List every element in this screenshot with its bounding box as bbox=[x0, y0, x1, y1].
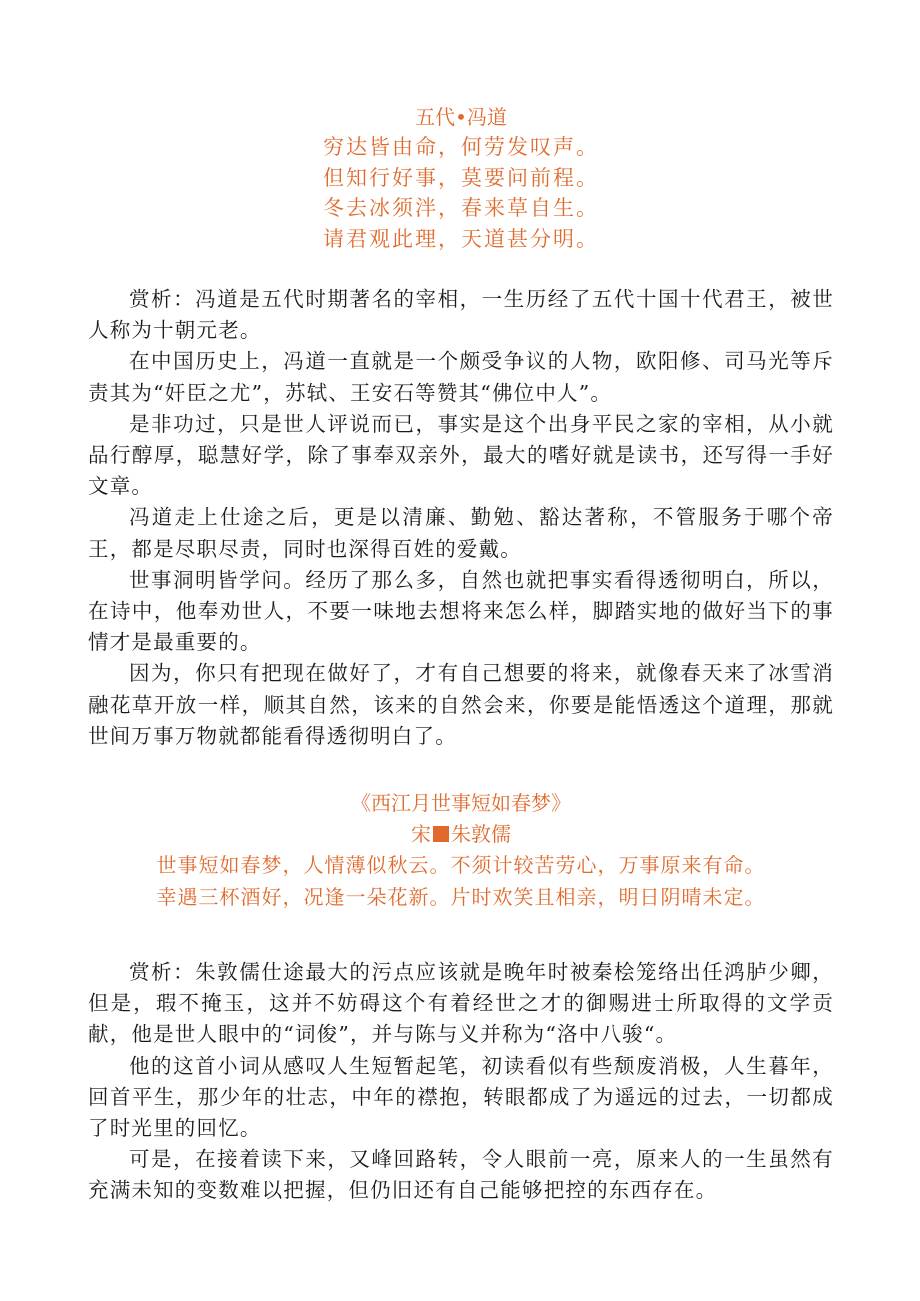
poem-feng-dao bbox=[88, 102, 834, 254]
poem-title: 五代•冯道 bbox=[415, 105, 507, 129]
paragraph: 冯道走上仕途之后，更是以清廉、勤勉、豁达著称，不管服务于哪个帝王，都是尽职尽责，同时也深得百姓的爱戴。 bbox=[88, 505, 834, 561]
paragraph: 因为，你只有把现在做好了，才有自己想要的将来，就像春天来了冰雪消融花草开放一样，顺其自然，该来的自然会来，你要是能悟透这个道理，那就世间万事万物就都能看得透彻明白了。 bbox=[88, 661, 834, 748]
paragraph: 赏析：朱敦儒仕途最大的污点应该就是晚年时被秦桧笼络出任鸿胪少卿，但是，瑕不掩玉，这并不妨碍这个有着经世之才的御赐进士所取得的文学贡献，他是世人眼中的“词俊”，并与陈与义并称为“洛中八骏“。 bbox=[88, 960, 834, 1047]
paragraph: 他的这首小词从感叹人生短暂起笔，初读看似有些颓废消极，人生暮年，回首平生，那少年的壮志，中年的襟抱，转眼都成了为遥远的过去，一切都成了时光里的回忆。 bbox=[88, 1053, 834, 1141]
poem-xi-jiang-yue bbox=[88, 788, 834, 913]
poem-author bbox=[88, 819, 834, 850]
paragraph: 世事洞明皆学问。经历了那么多，自然也就把事实看得透彻明白，所以，在诗中，他奉劝世人，不要一味地去想将来怎么样，脚踏实地的做好当下的事情才是最重要的。 bbox=[88, 567, 834, 655]
poem-line: 但知行好事，莫要问前程。 bbox=[323, 165, 599, 190]
poem-line: 请君观此理，天道甚分明。 bbox=[323, 226, 599, 251]
author-name: 朱敦儒 bbox=[451, 822, 511, 847]
poem-line: 冬去冰须泮，春来草自生。 bbox=[323, 196, 599, 220]
commentary-zhu-dunru bbox=[88, 957, 834, 1207]
square-separator-icon bbox=[433, 826, 449, 842]
paragraph: 是非功过，只是世人评说而已，事实是这个出身平民之家的宰相，从小就品行醇厚，聪慧好学，除了事奉双亲外，最大的嗜好就是读书，还写得一手好文章。 bbox=[88, 411, 834, 499]
poem-title: 《西江月世事短如春梦》 bbox=[351, 791, 571, 816]
paragraph: 在中国历史上，冯道一直就是一个颇受争议的人物，欧阳修、司马光等斥责其为“奸臣之尤”，苏轼、王安石等赞其“佛位中人”。 bbox=[88, 349, 834, 405]
document-page bbox=[88, 100, 834, 1207]
poem-line: 幸遇三杯酒好，况逢一朵花新。片时欢笑且相亲，明日阴晴未定。 bbox=[156, 884, 766, 909]
poem-line: 穷达皆由命，何劳发叹声。 bbox=[323, 135, 599, 159]
author-dynasty: 宋 bbox=[411, 822, 431, 847]
paragraph: 赏析：冯道是五代时期著名的宰相，一生历经了五代十国十代君王，被世人称为十朝元老。 bbox=[88, 287, 834, 343]
commentary-feng-dao bbox=[88, 284, 834, 752]
poem-line: 世事短如春梦，人情薄似秋云。不须计较苦劳心，万事原来有命。 bbox=[156, 853, 766, 878]
paragraph: 可是，在接着读下来，又峰回路转，令人眼前一亮，原来人的一生虽然有充满未知的变数难以把握，但仍旧还有自己能够把控的东西存在。 bbox=[88, 1147, 834, 1203]
